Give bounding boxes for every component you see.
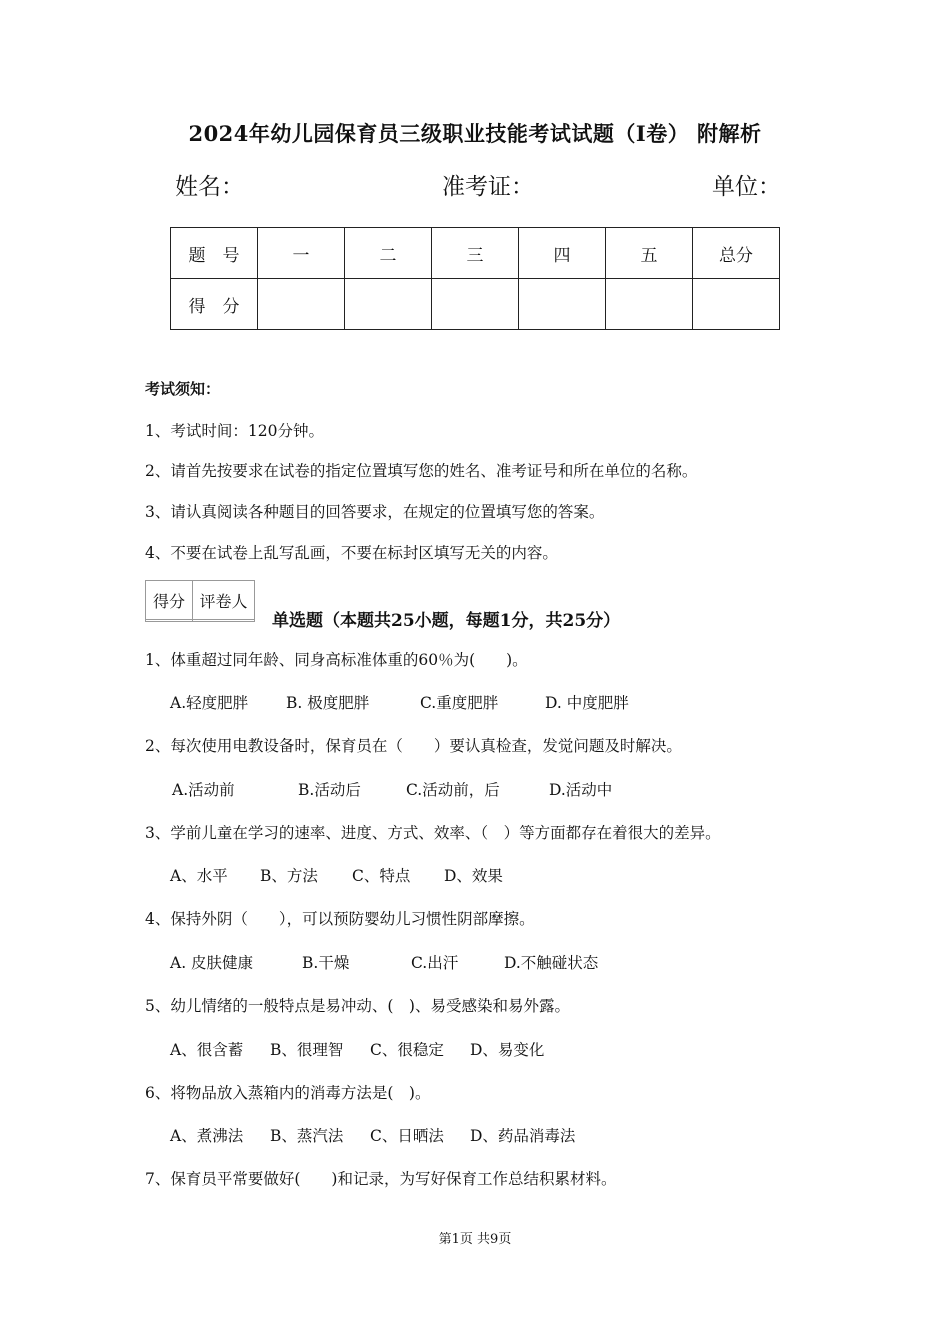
question-option: C.活动前，后: [406, 781, 500, 799]
grader-box: [145, 580, 255, 622]
question-option: D. 中度肥胖: [545, 694, 629, 712]
unit-field-label: 单位：: [712, 174, 781, 200]
score-table-score-row: [171, 279, 780, 330]
score-table-header-cell: 二: [345, 228, 432, 279]
score-row-label: 得 分: [171, 279, 258, 330]
score-table-header-cell: 三: [432, 228, 519, 279]
question-option: A、很含蓄: [170, 1041, 244, 1059]
question-option: A、水平: [170, 867, 228, 885]
question-option: C.出汗: [411, 954, 459, 972]
grader-score-label: 得分: [146, 581, 193, 620]
score-cell: [345, 279, 432, 330]
score-table-header-cell: 一: [258, 228, 345, 279]
name-field-label: 姓名：: [175, 174, 244, 200]
question-option: B、很理智: [270, 1041, 344, 1059]
score-table-header-cell: 总分: [693, 228, 780, 279]
question-text: 5、幼儿情绪的一般特点是易冲动、( )、易受感染和易外露。: [145, 997, 570, 1015]
score-cell: [519, 279, 606, 330]
question-option: D、药品消毒法: [470, 1127, 576, 1145]
question-text: 4、保持外阴（ ），可以预防婴幼儿习惯性阴部摩擦。: [145, 910, 535, 928]
score-table-header-row: [171, 228, 780, 279]
score-table-header-cell: 五: [606, 228, 693, 279]
score-cell: [606, 279, 693, 330]
score-cell: [693, 279, 780, 330]
question-option: A.轻度肥胖: [170, 694, 249, 712]
question-text: 1、体重超过同年龄、同身高标准体重的60％为( )。: [145, 651, 528, 669]
question-option: B. 极度肥胖: [286, 694, 370, 712]
document-title: 2024年幼儿园保育员三级职业技能考试试题（I卷） 附解析: [188, 121, 762, 146]
page-footer: 第1页 共9页: [438, 1232, 512, 1247]
exam-note: 4、不要在试卷上乱写乱画，不要在标封区填写无关的内容。: [145, 544, 558, 562]
score-cell: [258, 279, 345, 330]
question-option: B.活动后: [298, 781, 361, 799]
question-option: A、煮沸法: [170, 1127, 244, 1145]
grader-name-label: 评卷人: [193, 581, 255, 620]
question-option: C、日晒法: [370, 1127, 444, 1145]
score-table-header-cell: 题 号: [171, 228, 258, 279]
exam-note: 1、考试时间：120分钟。: [145, 422, 324, 440]
question-text: 2、每次使用电教设备时，保育员在（ ）要认真检查，发觉问题及时解决。: [145, 737, 682, 755]
score-cell: [432, 279, 519, 330]
exam-note: 3、请认真阅读各种题目的回答要求，在规定的位置填写您的答案。: [145, 503, 605, 521]
question-option: A.活动前: [172, 781, 235, 799]
grader-name-cell: [193, 620, 255, 622]
question-option: D.活动中: [549, 781, 613, 799]
question-option: D、效果: [444, 867, 503, 885]
question-text: 7、保育员平常要做好( )和记录，为写好保育工作总结积累材料。: [145, 1170, 617, 1188]
exam-notes-title: 考试须知：: [145, 380, 221, 398]
exam-note: 2、请首先按要求在试卷的指定位置填写您的姓名、准考证号和所在单位的名称。: [145, 462, 698, 480]
question-option: C、特点: [352, 867, 411, 885]
question-text: 3、学前儿童在学习的速率、进度、方式、效率、（ ）等方面都存在着很大的差异。: [145, 824, 721, 842]
question-option: C、很稳定: [370, 1041, 444, 1059]
question-text: 6、将物品放入蒸箱内的消毒方法是( )。: [145, 1084, 431, 1102]
question-option: B、方法: [260, 867, 318, 885]
question-option: C.重度肥胖: [420, 694, 499, 712]
section-title: 单选题（本题共25小题，每题1分，共25分）: [272, 611, 621, 631]
question-option: B.干燥: [302, 954, 350, 972]
question-option: B、蒸汽法: [270, 1127, 344, 1145]
exam-number-field-label: 准考证：: [442, 174, 534, 200]
question-option: D.不触碰状态: [504, 954, 599, 972]
question-option: D、易变化: [470, 1041, 545, 1059]
grader-score-cell: [146, 620, 193, 622]
question-option: A. 皮肤健康: [170, 954, 254, 972]
score-table-header-cell: 四: [519, 228, 606, 279]
score-table: [170, 227, 780, 330]
